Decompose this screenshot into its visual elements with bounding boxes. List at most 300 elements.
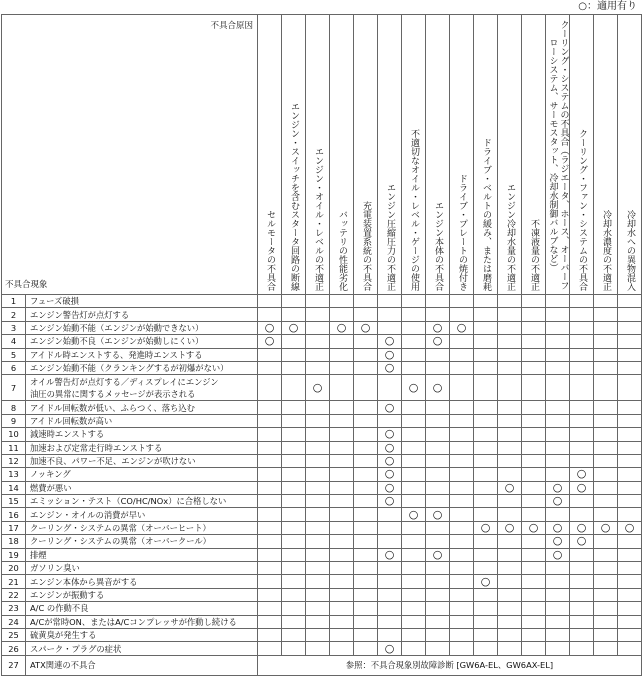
matrix-cell	[570, 628, 594, 641]
matrix-cell	[402, 428, 426, 441]
matrix-cell	[594, 588, 618, 601]
matrix-cell	[402, 508, 426, 521]
matrix-cell	[330, 375, 354, 401]
matrix-cell	[426, 642, 450, 655]
applicable-mark: ○	[312, 380, 323, 394]
matrix-cell	[498, 628, 522, 641]
applicable-mark: ○	[432, 320, 443, 334]
matrix-cell	[498, 615, 522, 628]
row-number: 15	[2, 495, 26, 508]
row-number: 7	[2, 375, 26, 401]
matrix-cell	[570, 562, 594, 575]
matrix-cell	[402, 361, 426, 374]
corner-cell	[2, 15, 258, 295]
matrix-cell	[450, 295, 474, 308]
matrix-cell	[378, 335, 402, 348]
applicable-mark: ○	[624, 521, 635, 535]
applicable-mark: ○	[384, 641, 395, 655]
matrix-cell	[570, 588, 594, 601]
table-row	[2, 615, 642, 628]
matrix-cell	[378, 481, 402, 494]
matrix-cell	[498, 642, 522, 655]
matrix-cell	[450, 454, 474, 467]
legend: ○：適用有り	[578, 1, 637, 12]
applicable-mark: ○	[600, 521, 611, 535]
matrix-cell	[306, 441, 330, 454]
matrix-cell	[282, 295, 306, 308]
matrix-cell	[258, 508, 282, 521]
table-row	[2, 628, 642, 641]
matrix-cell	[594, 642, 618, 655]
matrix-cell	[498, 428, 522, 441]
matrix-cell	[282, 401, 306, 414]
symptom-cell: エンジン始動不能（クランキングするが初爆がない）	[26, 361, 258, 374]
matrix-cell	[306, 628, 330, 641]
applicable-mark: ○	[480, 574, 491, 588]
matrix-cell	[618, 562, 642, 575]
matrix-cell	[546, 521, 570, 534]
matrix-cell	[474, 468, 498, 481]
matrix-cell	[450, 521, 474, 534]
matrix-cell	[426, 401, 450, 414]
matrix-cell	[258, 535, 282, 548]
matrix-cell	[546, 495, 570, 508]
matrix-cell	[618, 441, 642, 454]
symptom-cell: フューズ破損	[26, 295, 258, 308]
matrix-cell	[378, 588, 402, 601]
matrix-cell	[354, 361, 378, 374]
matrix-cell	[402, 454, 426, 467]
symptom-cell: 燃費が悪い	[26, 481, 258, 494]
matrix-cell	[330, 335, 354, 348]
matrix-cell	[258, 454, 282, 467]
matrix-cell	[546, 361, 570, 374]
matrix-cell	[450, 468, 474, 481]
cause-label: 不適切なオイル・レベル・ゲージの使用	[409, 129, 419, 291]
row-number: 13	[2, 468, 26, 481]
matrix-cell	[330, 321, 354, 334]
matrix-cell	[570, 414, 594, 427]
matrix-cell	[426, 441, 450, 454]
matrix-cell	[402, 401, 426, 414]
matrix-cell	[450, 335, 474, 348]
applicable-mark: ○	[504, 521, 515, 535]
applicable-mark: ○	[576, 467, 587, 481]
matrix-cell	[474, 414, 498, 427]
matrix-cell	[594, 602, 618, 615]
matrix-cell	[618, 548, 642, 561]
matrix-cell	[618, 468, 642, 481]
matrix-cell	[426, 361, 450, 374]
matrix-cell	[378, 401, 402, 414]
matrix-cell	[354, 321, 378, 334]
matrix-cell	[570, 481, 594, 494]
matrix-cell	[354, 295, 378, 308]
matrix-cell	[426, 508, 450, 521]
matrix-cell	[522, 321, 546, 334]
applicable-mark: ○	[384, 494, 395, 508]
matrix-cell	[594, 548, 618, 561]
matrix-cell	[378, 441, 402, 454]
matrix-cell	[402, 588, 426, 601]
applicable-mark: ○	[552, 480, 563, 494]
row-number: 5	[2, 348, 26, 361]
matrix-cell	[282, 588, 306, 601]
matrix-cell	[594, 348, 618, 361]
matrix-cell	[306, 414, 330, 427]
matrix-cell	[450, 562, 474, 575]
matrix-cell	[450, 642, 474, 655]
symptom-cell: 硫黄臭が発生する	[26, 628, 258, 641]
matrix-cell	[378, 414, 402, 427]
symptom-cell: クーリング・システムの異常（オーバーヒート）	[26, 521, 258, 534]
matrix-cell	[522, 454, 546, 467]
matrix-cell	[474, 615, 498, 628]
matrix-cell	[570, 454, 594, 467]
table-row	[2, 508, 642, 521]
matrix-cell	[330, 562, 354, 575]
matrix-cell	[618, 335, 642, 348]
matrix-cell	[594, 521, 618, 534]
matrix-cell	[354, 508, 378, 521]
matrix-cell	[330, 414, 354, 427]
matrix-cell	[402, 348, 426, 361]
matrix-cell	[330, 615, 354, 628]
matrix-cell	[258, 375, 282, 401]
matrix-cell	[258, 548, 282, 561]
matrix-cell	[354, 401, 378, 414]
matrix-cell	[402, 628, 426, 641]
applicable-mark: ○	[432, 334, 443, 348]
matrix-cell	[570, 335, 594, 348]
matrix-cell	[618, 295, 642, 308]
matrix-cell	[258, 575, 282, 588]
matrix-cell	[498, 401, 522, 414]
matrix-cell	[426, 628, 450, 641]
matrix-cell	[378, 615, 402, 628]
matrix-cell	[354, 562, 378, 575]
matrix-cell	[522, 375, 546, 401]
matrix-cell	[282, 428, 306, 441]
matrix-cell	[354, 414, 378, 427]
matrix-cell	[546, 468, 570, 481]
symptom-cell: エンジン始動不良（エンジンが始動しにくい）	[26, 335, 258, 348]
matrix-cell	[378, 642, 402, 655]
applicable-mark: ○	[288, 320, 299, 334]
matrix-cell	[282, 441, 306, 454]
matrix-cell	[354, 454, 378, 467]
matrix-cell	[474, 295, 498, 308]
reference-note: 参照：不具合現象別故障診断 [GW6A-EL、GW6AX-EL]	[258, 655, 642, 675]
matrix-cell	[594, 562, 618, 575]
matrix-cell	[546, 508, 570, 521]
matrix-cell	[330, 468, 354, 481]
table-row	[2, 441, 642, 454]
matrix-cell	[594, 575, 618, 588]
cause-label: ドライブ・ベルトの緩み、または磨耗	[481, 138, 491, 291]
row-number: 17	[2, 521, 26, 534]
matrix-cell	[474, 548, 498, 561]
cause-header-16	[618, 15, 642, 295]
row-number: 16	[2, 508, 26, 521]
matrix-cell	[618, 495, 642, 508]
applicable-mark: ○	[504, 480, 515, 494]
matrix-cell	[618, 481, 642, 494]
applicable-mark: ○	[360, 320, 371, 334]
matrix-cell	[258, 428, 282, 441]
matrix-cell	[258, 495, 282, 508]
matrix-cell	[330, 642, 354, 655]
matrix-cell	[354, 348, 378, 361]
row-number: 3	[2, 321, 26, 334]
table-row	[2, 495, 642, 508]
matrix-cell	[402, 481, 426, 494]
cause-header-3	[306, 15, 330, 295]
symptom-cell: アイドル回転数が高い	[26, 414, 258, 427]
matrix-cell	[522, 615, 546, 628]
matrix-cell	[594, 321, 618, 334]
matrix-cell	[402, 468, 426, 481]
row-number: 12	[2, 454, 26, 467]
matrix-cell	[258, 468, 282, 481]
matrix-cell	[570, 548, 594, 561]
matrix-cell	[570, 615, 594, 628]
matrix-cell	[354, 495, 378, 508]
matrix-cell	[570, 308, 594, 321]
matrix-cell	[354, 642, 378, 655]
matrix-cell	[282, 535, 306, 548]
matrix-cell	[594, 361, 618, 374]
matrix-cell	[354, 628, 378, 641]
matrix-cell	[546, 335, 570, 348]
matrix-cell	[546, 375, 570, 401]
matrix-cell	[450, 401, 474, 414]
matrix-cell	[522, 335, 546, 348]
matrix-cell	[498, 588, 522, 601]
matrix-cell	[282, 495, 306, 508]
matrix-cell	[258, 441, 282, 454]
cause-header-5	[354, 15, 378, 295]
applicable-mark: ○	[576, 521, 587, 535]
matrix-cell	[522, 481, 546, 494]
table-row	[2, 548, 642, 561]
cause-header-4	[330, 15, 354, 295]
matrix-cell	[450, 628, 474, 641]
matrix-cell	[330, 481, 354, 494]
matrix-cell	[546, 602, 570, 615]
matrix-cell	[282, 335, 306, 348]
matrix-cell	[306, 495, 330, 508]
matrix-cell	[258, 295, 282, 308]
applicable-mark: ○	[432, 507, 443, 521]
matrix-cell	[378, 535, 402, 548]
matrix-cell	[354, 335, 378, 348]
matrix-cell	[570, 361, 594, 374]
matrix-cell	[330, 508, 354, 521]
matrix-cell	[402, 335, 426, 348]
matrix-cell	[546, 535, 570, 548]
matrix-cell	[498, 468, 522, 481]
table-row	[2, 428, 642, 441]
matrix-cell	[282, 454, 306, 467]
matrix-cell	[522, 468, 546, 481]
cause-header-13	[546, 15, 570, 295]
matrix-cell	[498, 562, 522, 575]
matrix-cell	[474, 335, 498, 348]
cause-label: バッテリの性能劣化	[337, 210, 347, 291]
table-row	[2, 575, 642, 588]
applicable-mark: ○	[480, 521, 491, 535]
matrix-cell	[546, 348, 570, 361]
table-row	[2, 535, 642, 548]
cause-label: 冷却水への異物混入	[625, 210, 635, 291]
table-row	[2, 348, 642, 361]
matrix-cell	[474, 481, 498, 494]
symptom-cell: 加速不良、パワー不足、エンジンが吹けない	[26, 454, 258, 467]
row-number: 10	[2, 428, 26, 441]
matrix-cell	[330, 295, 354, 308]
matrix-cell	[498, 521, 522, 534]
cause-header-1	[258, 15, 282, 295]
matrix-cell	[378, 548, 402, 561]
matrix-cell	[546, 548, 570, 561]
symptom-cell: スパーク・プラグの症状	[26, 642, 258, 655]
matrix-cell	[618, 521, 642, 534]
matrix-cell	[378, 562, 402, 575]
applicable-mark: ○	[552, 494, 563, 508]
matrix-cell	[594, 495, 618, 508]
matrix-cell	[378, 575, 402, 588]
matrix-cell	[498, 414, 522, 427]
applicable-mark: ○	[264, 320, 275, 334]
row-number: 23	[2, 602, 26, 615]
matrix-cell	[546, 401, 570, 414]
matrix-cell	[354, 575, 378, 588]
applicable-mark: ○	[384, 440, 395, 454]
applicable-mark: ○	[384, 347, 395, 361]
symptom-cell: 減速時エンストする	[26, 428, 258, 441]
matrix-cell	[450, 321, 474, 334]
matrix-cell	[378, 308, 402, 321]
table-row-last	[2, 655, 642, 675]
matrix-cell	[258, 361, 282, 374]
table-row	[2, 321, 642, 334]
matrix-cell	[378, 508, 402, 521]
symptom-cell: エンジン警告灯が点灯する	[26, 308, 258, 321]
matrix-cell	[546, 308, 570, 321]
matrix-cell	[474, 454, 498, 467]
matrix-cell	[570, 441, 594, 454]
matrix-cell	[402, 548, 426, 561]
matrix-cell	[282, 615, 306, 628]
matrix-cell	[450, 495, 474, 508]
matrix-cell	[570, 348, 594, 361]
matrix-cell	[474, 361, 498, 374]
matrix-cell	[570, 375, 594, 401]
matrix-cell	[474, 321, 498, 334]
matrix-cell	[258, 321, 282, 334]
matrix-cell	[594, 308, 618, 321]
matrix-cell	[402, 495, 426, 508]
matrix-cell	[378, 428, 402, 441]
matrix-cell	[474, 602, 498, 615]
row-number: 8	[2, 401, 26, 414]
cause-label: セルモータの不具合	[265, 210, 275, 291]
matrix-cell	[330, 308, 354, 321]
applicable-mark: ○	[384, 547, 395, 561]
matrix-cell	[522, 521, 546, 534]
matrix-cell	[498, 348, 522, 361]
matrix-cell	[306, 602, 330, 615]
matrix-cell	[570, 521, 594, 534]
matrix-cell	[354, 521, 378, 534]
matrix-cell	[570, 468, 594, 481]
matrix-cell	[426, 468, 450, 481]
matrix-cell	[594, 414, 618, 427]
table-row	[2, 642, 642, 655]
applicable-mark: ○	[432, 547, 443, 561]
cause-header-8	[426, 15, 450, 295]
matrix-cell	[402, 562, 426, 575]
matrix-cell	[474, 508, 498, 521]
matrix-cell	[498, 308, 522, 321]
applicable-mark: ○	[408, 380, 419, 394]
symptom-cell: エンジン始動不能（エンジンが始動できない）	[26, 321, 258, 334]
symptom-cell: クーリング・システムの異常（オーバークール）	[26, 535, 258, 548]
matrix-cell	[426, 295, 450, 308]
cause-header-15	[594, 15, 618, 295]
matrix-cell	[402, 615, 426, 628]
symptom-cell: エンジン・オイルの消費が早い	[26, 508, 258, 521]
matrix-cell	[522, 642, 546, 655]
table-row	[2, 414, 642, 427]
cause-label: エンジン・スイッチを含むスタータ回路の断線	[289, 102, 299, 291]
matrix-cell	[330, 588, 354, 601]
table-row	[2, 481, 642, 494]
matrix-cell	[522, 348, 546, 361]
row-number: 4	[2, 335, 26, 348]
cause-header-12	[522, 15, 546, 295]
matrix-cell	[522, 575, 546, 588]
matrix-cell	[402, 375, 426, 401]
matrix-cell	[258, 588, 282, 601]
matrix-cell	[426, 335, 450, 348]
matrix-cell	[570, 535, 594, 548]
row-number: 21	[2, 575, 26, 588]
symptom-cell: アイドル回転数が低い、ふらつく、落ち込む	[26, 401, 258, 414]
applicable-mark: ○	[384, 427, 395, 441]
matrix-cell	[306, 508, 330, 521]
matrix-cell	[450, 508, 474, 521]
row-number: 19	[2, 548, 26, 561]
matrix-cell	[426, 348, 450, 361]
matrix-cell	[546, 414, 570, 427]
matrix-cell	[474, 628, 498, 641]
matrix-cell	[498, 602, 522, 615]
matrix-cell	[618, 308, 642, 321]
cause-header-6	[378, 15, 402, 295]
matrix-cell	[330, 495, 354, 508]
matrix-cell	[306, 375, 330, 401]
matrix-cell	[474, 535, 498, 548]
matrix-cell	[570, 295, 594, 308]
matrix-cell	[282, 361, 306, 374]
matrix-cell	[522, 628, 546, 641]
row-number: 27	[2, 655, 26, 675]
phenomenon-title: 不具合現象	[5, 280, 48, 290]
matrix-cell	[498, 575, 522, 588]
matrix-cell	[474, 521, 498, 534]
